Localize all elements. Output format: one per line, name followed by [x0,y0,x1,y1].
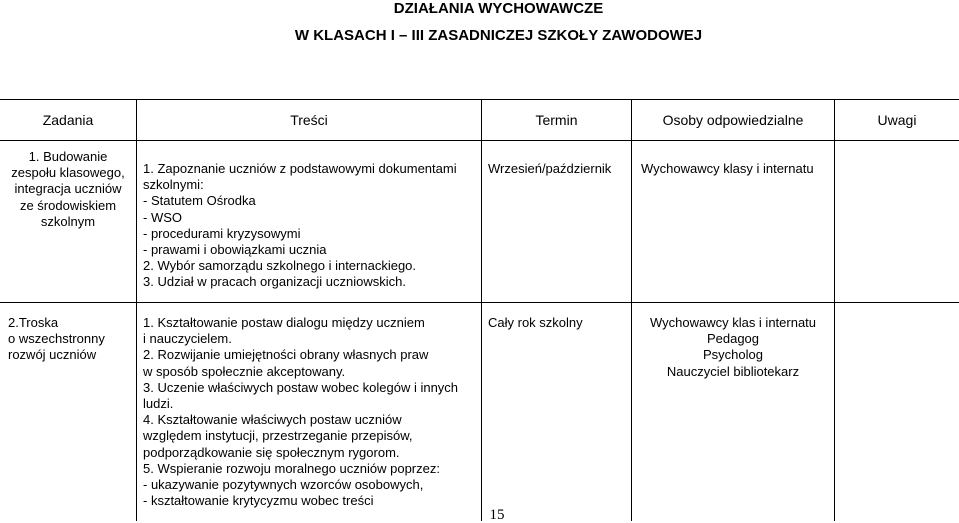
cell-line: 1. Kształtowanie postaw dialogu między uczniem [143,315,425,330]
cell-line: - procedurami kryzysowymi [143,225,301,241]
cell-line: Wrzesień/październik [488,161,612,176]
page-number: 15 [489,507,505,523]
cell-line: o wszechstronny [8,331,105,347]
row1-zadania-cell [0,149,136,230]
cell-line: - prawami i obowiązkami ucznia [143,242,327,258]
column-divider-2 [481,99,482,521]
cell-line: Wychowawcy klasy i internatu [641,161,814,176]
cell-line: i nauczycielem. [143,331,232,347]
cell-line: 2. Rozwijanie umiejętności obrany własnych praw [143,347,429,363]
cell-line: 3. Udział w pracach organizacji uczniowskich. [143,274,407,290]
cell-line: ludzi. [143,396,174,412]
header-osoby: Osoby odpowiedzialne [662,112,804,128]
cell-line: 3. Uczenie właściwych postaw wobec kolegów i innych [143,379,459,395]
cell-line: ze środowiskiem [19,197,117,213]
cell-line: szkolnym [40,213,96,229]
table-row-divider [0,302,959,303]
header-uwagi: Uwagi [877,112,917,128]
cell-line: zespołu klasowego, [11,165,125,181]
cell-line: Pedagog [706,331,760,347]
row2-osoby-cell [632,315,834,380]
cell-line: 4. Kształtowanie właściwych postaw uczniów [143,412,402,428]
cell-line: 5. Wspieranie rozwoju moralnego uczniów poprzez: [143,460,440,476]
cell-line: - kształtowanie krytycyzmu wobec treści [143,493,374,509]
row2-tresci-cell [143,315,458,509]
cell-line: szkolnymi: [143,177,204,193]
cell-line: integracja uczniów [14,181,122,197]
column-divider-1 [136,99,137,521]
cell-line: Wychowawcy klas i internatu [649,315,817,330]
table-top-border [0,99,959,100]
row1-termin-cell [488,161,611,177]
row1-osoby-cell [641,161,814,177]
cell-line: 2. Wybór samorządu szkolnego i internackiego. [143,258,417,274]
cell-line: w sposób społecznie akceptowany. [143,363,346,379]
header-tresci: Treści [290,112,328,128]
cell-line: 1. Budowanie [28,149,108,164]
column-divider-4 [834,99,835,521]
cell-line: Nauczyciel bibliotekarz [666,363,800,379]
cell-line: 2.Troska [8,315,59,330]
cell-line: względem instytucji, przestrzeganie przepisów, [143,428,413,444]
cell-line: podporządkowanie się społecznym rygorom. [143,444,400,460]
cell-line: Cały rok szkolny [488,315,583,330]
header-termin: Termin [535,112,578,128]
row2-zadania-cell [8,315,105,364]
row1-tresci-cell [143,161,457,291]
cell-line: - Statutem Ośrodka [143,193,256,209]
cell-line: Psycholog [703,347,763,363]
column-divider-3 [631,99,632,521]
cell-line: rozwój uczniów [8,347,97,363]
document-title-line-2: W KLASACH I – III ZASADNICZEJ SZKOŁY ZAWODOWEJ [294,27,703,44]
cell-line: - ukazywanie pozytywnych wzorców osobowych, [143,477,424,493]
row2-termin-cell [488,315,583,331]
cell-line: - WSO [143,209,182,225]
table-header-divider [0,140,959,141]
document-title-line-1: DZIAŁANIA WYCHOWAWCZE [393,0,604,17]
header-zadania: Zadania [42,112,94,128]
cell-line: 1. Zapoznanie uczniów z podstawowymi dokumentami [143,161,457,176]
